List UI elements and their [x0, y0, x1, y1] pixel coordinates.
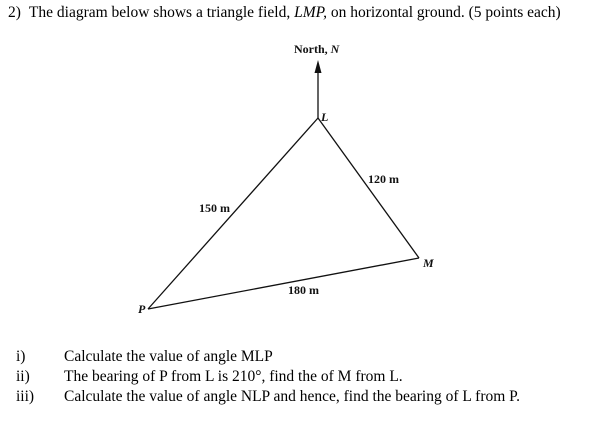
side-lm-length: 120 m	[368, 172, 399, 186]
sub-question-text: Calculate the value of angle NLP and hence, find the bearing of L from P.	[64, 388, 520, 405]
sub-question-numeral: ii)	[16, 368, 30, 385]
question-text-before: The diagram below shows a triangle field,	[28, 4, 295, 21]
vertex-m-label: M	[423, 256, 434, 270]
sub-question-numeral: i)	[16, 348, 26, 365]
vertex-p-label: P	[138, 302, 146, 316]
north-arrow-head-icon	[315, 60, 322, 73]
sub-question-text: The bearing of P from L is 210°, find the of M from L.	[64, 368, 403, 385]
sub-question-numeral: iii)	[16, 388, 35, 405]
north-label: North, N	[294, 42, 340, 56]
side-lp	[148, 118, 318, 309]
side-pm-length: 180 m	[288, 283, 319, 297]
field-name: LMP,	[294, 4, 327, 21]
side-lm	[318, 118, 419, 258]
question-number: 2)	[8, 4, 21, 21]
side-lp-length: 150 m	[199, 201, 230, 215]
side-pm	[148, 258, 419, 309]
vertex-l-label: L	[321, 110, 329, 124]
sub-question-text: Calculate the value of angle MLP	[64, 348, 273, 365]
question-text-after: on horizontal ground. (5 points each)	[326, 4, 561, 21]
